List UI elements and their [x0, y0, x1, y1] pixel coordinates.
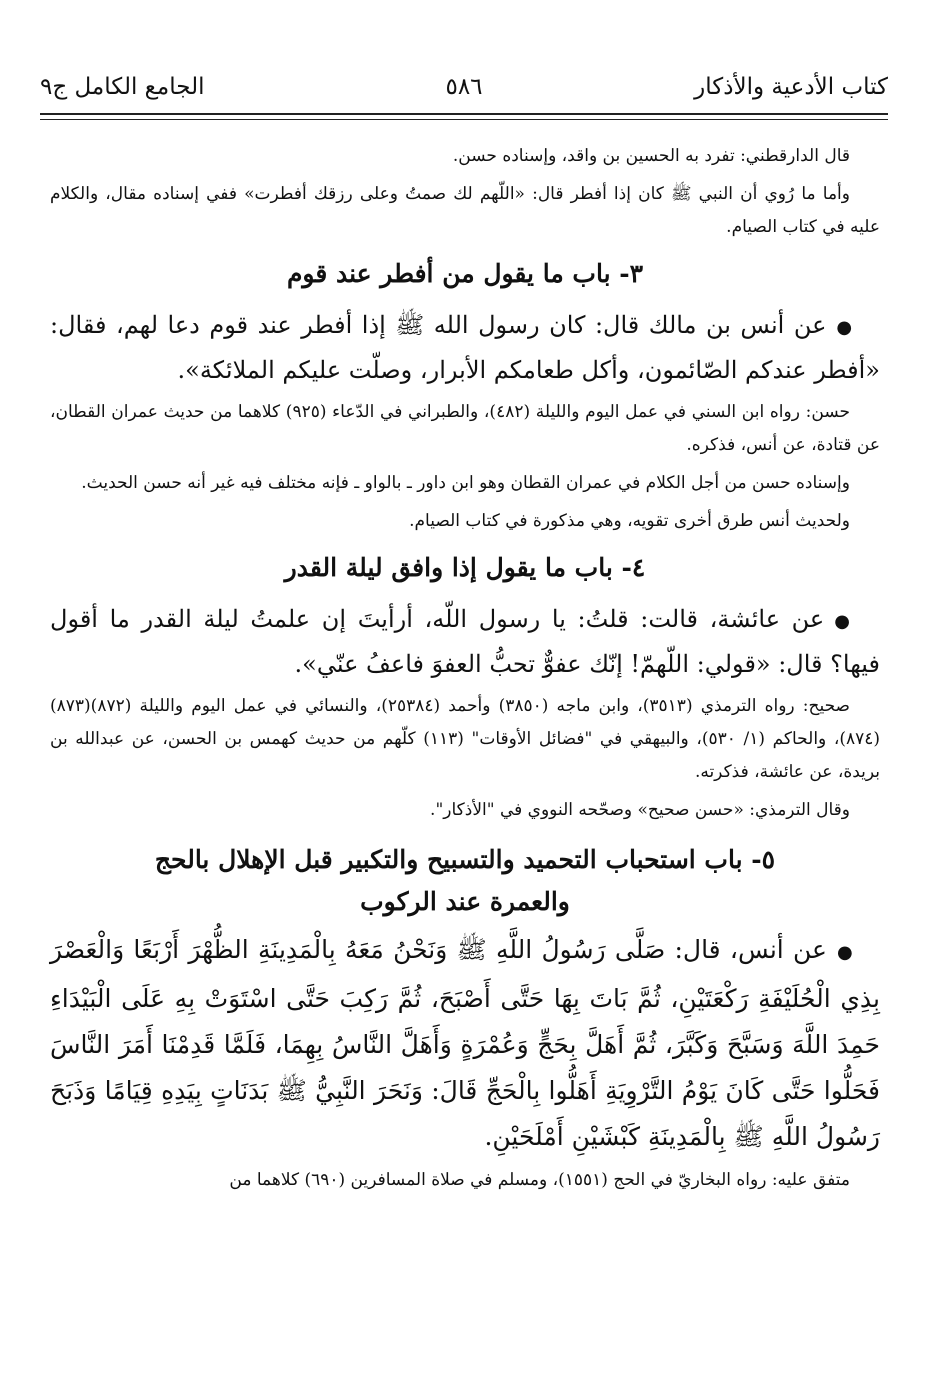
note-paragraph: قال الدارقطني: تفرد به الحسين بن واقد، وإسناده حسن. [452, 146, 850, 166]
chapter-title: كتاب الأدعية والأذكار [694, 74, 888, 100]
bullet-icon: ● [836, 317, 854, 338]
takhrij-paragraph: حسن: رواه ابن السني في عمل اليوم والليلة (٤٨٢)، والطبراني في الدّعاء (٩٢٥) كلاهما من حديث عمران القطان، عن قتادة، عن أنس، فذكره. [50, 402, 880, 455]
takhrij-paragraph: متفق عليه: رواه البخاريّ في الحج (١٥٥١)، ومسلم في صلاة المسافرين (٦٩٠) كلاهما من [229, 1170, 850, 1190]
section-heading-5 [50, 839, 880, 923]
hadith-body: عن أنس، قال: صَلَّى رَسُولُ اللَّهِ ﷺ وَنَحْنُ مَعَهُ بِالْمَدِينَةِ الظُّهْرَ أَرْبَعًا وَالْعَصْرَ بِذِي الْحُلَيْفَةِ رَكْعَتَيْنِ، ثُمَّ بَاتَ بِهَا حَتَّى أَصْبَحَ، ثُمَّ رَكِبَ حَتَّى اسْتَوَتْ بِهِ عَلَى الْبَيْدَاءِ حَمِدَ اللَّهَ وَسَبَّحَ وَكَبَّرَ، ثُمَّ أَهَلَّ بِحَجٍّ وَعُمْرَةٍ وَأَهَلَّ النَّاسُ بِهِمَا، فَلَمَّا قَدِمْنَا أَمَرَ النَّاسَ فَحَلُّوا حَتَّى كَانَ يَوْمُ التَّرْوِيَةِ أَهَلُّوا بِالْحَجِّ قَالَ: وَنَحَرَ النَّبِيُّ ﷺ بَدَنَاتٍ بِيَدِهِ قِيَامًا وَذَبَحَ رَسُولُ اللَّهِ ﷺ بِالْمَدِينَةِ كَبْشَيْنِ أَمْلَحَيْنِ. [50, 935, 880, 1151]
hadith-text [50, 304, 880, 392]
takhrij-paragraph: وقال الترمذي: «حسن صحيح» وصحّحه النووي في "الأذكار". [430, 800, 850, 820]
note-paragraph: وأما ما رُوي أن النبي ﷺ كان إذا أفطر قال: «اللّهم لك صمتُ وعلى رزقك أفطرت» ففي إسناده مقال، والكلام عليه في كتاب الصيام. [50, 184, 880, 237]
takhrij-paragraph: صحيح: رواه الترمذي (٣٥١٣)، وابن ماجه (٣٨٥٠) وأحمد (٢٥٣٨٤)، والنسائي في عمل اليوم والليلة (٨٧٢)(٨٧٣)(٨٧٤)، والحاكم (١/ ٥٣٠)، والبيهقي في "فضائل الأوقات" (١١٣) كلّهم من حديث كهمس بن الحسن، عن عبدالله بن بريدة، عن عائشة، فذكرته. [50, 696, 881, 782]
hadith-body: عن أنس بن مالك قال: كان رسول الله ﷺ إذا أفطر عند قوم دعا لهم، فقال: «أفطر عندكم الصّائمون، وأكل طعامكم الأبرار، وصلّت عليكم الملائكة». [50, 311, 880, 384]
takhrij-paragraph: ولحديث أنس طرق أخرى تقويه، وهي مذكورة في كتاب الصيام. [409, 511, 850, 531]
heading-line-2: والعمرة عند الركوب [360, 887, 570, 916]
bullet-icon: ● [834, 611, 854, 632]
section-heading-3: ٣- باب ما يقول من أفطر عند قوم [286, 259, 644, 288]
hadith-text [50, 927, 880, 1160]
takhrij-paragraph: وإسناده حسن من أجل الكلام في عمران القطان وهو ابن داور ـ بالواو ـ فإنه مختلف فيه غير أنه حسن الحديث. [81, 473, 850, 493]
section-heading-4: ٤- باب ما يقول إذا وافق ليلة القدر [284, 553, 646, 582]
page-number: ٥٨٦ [445, 74, 483, 100]
header-rule-thin [40, 119, 888, 120]
heading-line-1: ٥- باب استحباب التحميد والتسبيح والتكبير قبل الإهلال بالحج [154, 845, 776, 874]
page-body [50, 140, 880, 1202]
hadith-text [50, 598, 880, 686]
header-rule-thick [40, 113, 888, 115]
hadith-body: عن عائشة، قالت: قلتُ: يا رسول اللّه، أرأيتَ إن علمتُ ليلة القدر ما أقول فيها؟ قال: «قولي: اللّهمّ! إنّك عفوٌّ تحبُّ العفوَ فاعفُ عنّي». [50, 605, 880, 678]
running-header [40, 74, 888, 108]
book-title: الجامع الكامل ج٩ [40, 74, 205, 100]
bullet-icon: ● [836, 942, 854, 963]
